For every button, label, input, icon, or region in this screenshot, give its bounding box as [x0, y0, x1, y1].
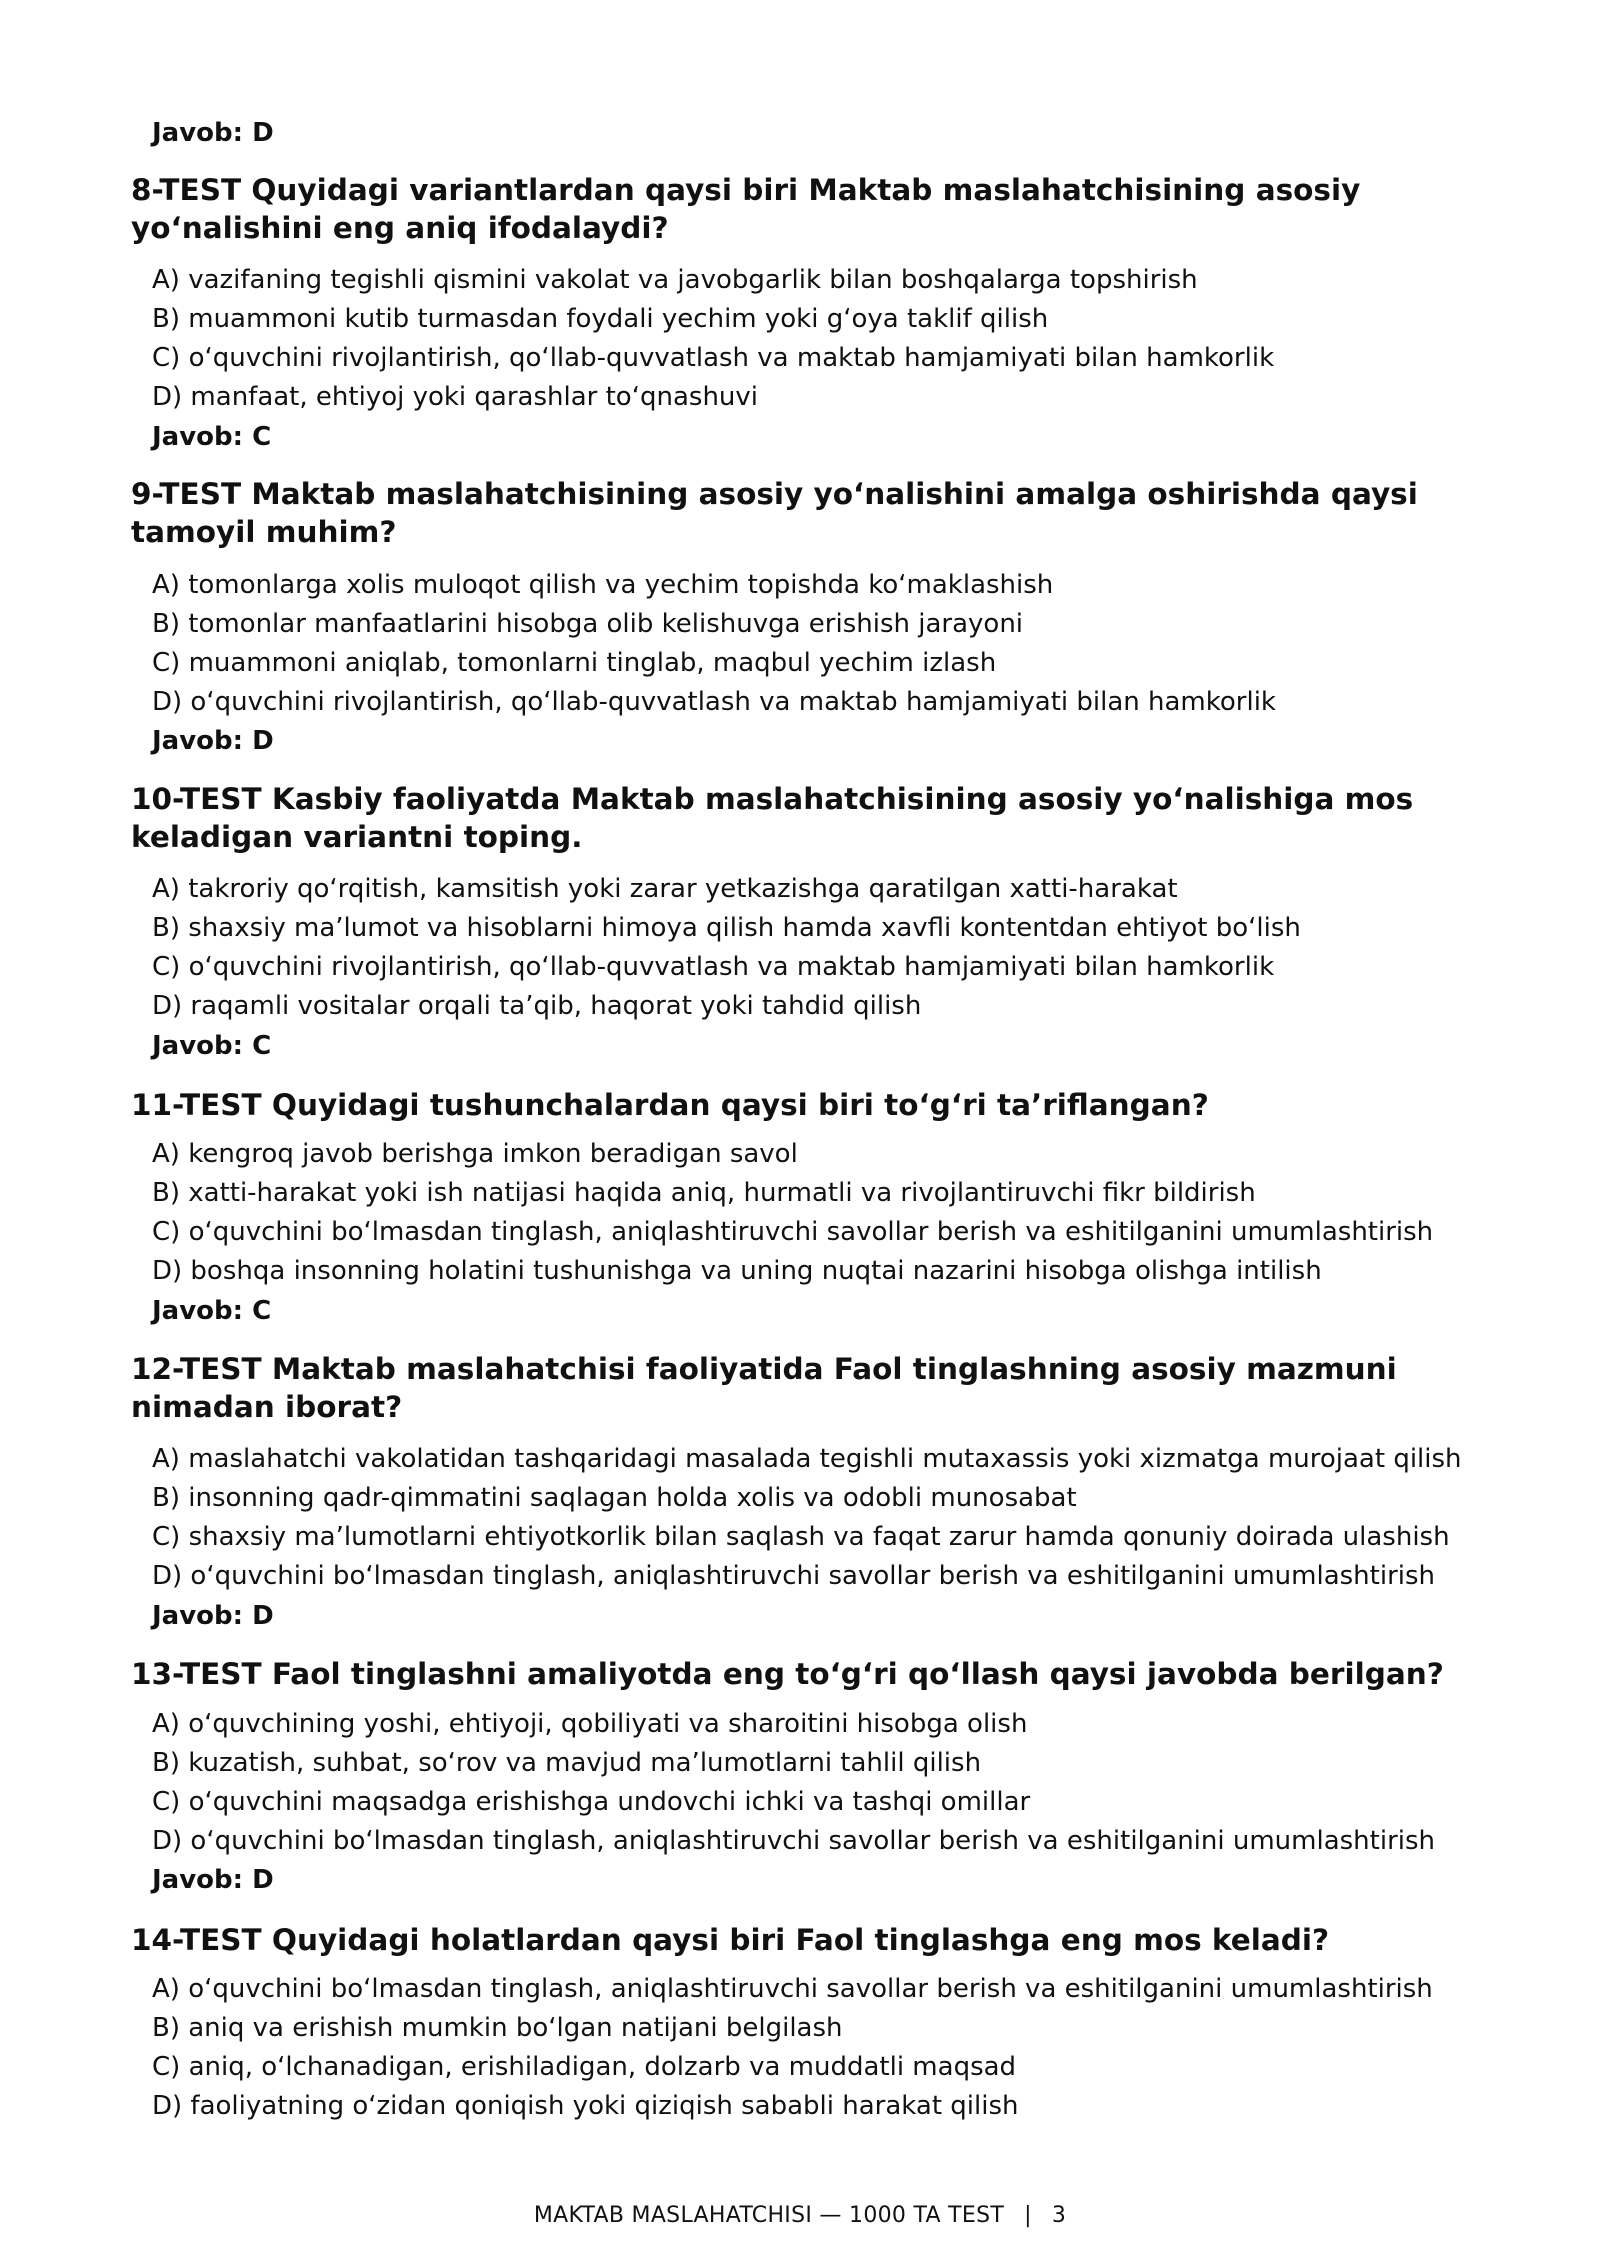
answer-label: Javob: C	[152, 422, 272, 452]
option-d: D) o‘quvchini bo‘lmasdan tinglash, aniqlashtiruvchi savollar berish va eshitilganini umumlashtirish	[152, 1826, 1436, 1856]
answer-label: Javob: D	[152, 1865, 274, 1895]
option-a: A) o‘quvchini bo‘lmasdan tinglash, aniqlashtiruvchi savollar berish va eshitilganini umumlashtirish	[152, 1974, 1433, 2004]
option-c: C) o‘quvchini rivojlantirish, qo‘llab-quvvatlash va maktab hamjamiyati bilan hamkorlik	[152, 343, 1275, 373]
option-b: B) tomonlar manfaatlarini hisobga olib kelishuvga erishish jarayoni	[152, 609, 1024, 639]
option-d: D) manfaat, ehtiyoj yoki qarashlar to‘qnashuvi	[152, 382, 759, 412]
option-b: B) insonning qadr-qimmatini saqlagan holda xolis va odobli munosabat	[152, 1483, 1077, 1513]
option-c: C) o‘quvchini bo‘lmasdan tinglash, aniqlashtiruvchi savollar berish va eshitilganini umumlashtirish	[152, 1217, 1434, 1247]
option-d: D) faoliyatning o‘zidan qoniqish yoki qiziqish sababli harakat qilish	[152, 2091, 1019, 2121]
option-b: B) aniq va erishish mumkin bo‘lgan natijani belgilash	[152, 2013, 843, 2043]
option-a: A) o‘quvchining yoshi, ehtiyoji, qobiliyati va sharoitini hisobga olish	[152, 1709, 1028, 1739]
option-c: C) shaxsiy ma’lumotlarni ehtiyotkorlik bilan saqlash va faqat zarur hamda qonuniy doirada ulashish	[152, 1522, 1450, 1552]
option-c: C) o‘quvchini rivojlantirish, qo‘llab-quvvatlash va maktab hamjamiyati bilan hamkorlik	[152, 952, 1275, 982]
page-footer	[0, 2203, 1600, 2228]
question-title: 8-TEST Quyidagi variantlardan qaysi biri Maktab maslahatchisining asosiy yo‘nalishini eng aniq ifodalaydi?	[131, 173, 1361, 245]
answer-label: Javob: D	[152, 1601, 274, 1631]
option-b: B) xatti-harakat yoki ish natijasi haqida aniq, hurmatli va rivojlantiruvchi fikr bildirish	[152, 1178, 1256, 1208]
option-c: C) o‘quvchini maqsadga erishishga undovchi ichki va tashqi omillar	[152, 1787, 1031, 1817]
question-title: 12-TEST Maktab maslahatchisi faoliyatida Faol tinglashning asosiy mazmuni nimadan iborat?	[131, 1352, 1397, 1424]
question-title: 11-TEST Quyidagi tushunchalardan qaysi biri to‘g‘ri ta’riflangan?	[131, 1088, 1209, 1122]
option-c: C) aniq, o‘lchanadigan, erishiladigan, dolzarb va muddatli maqsad	[152, 2052, 1017, 2082]
option-d: D) o‘quvchini bo‘lmasdan tinglash, aniqlashtiruvchi savollar berish va eshitilganini umumlashtirish	[152, 1561, 1436, 1591]
question-title: 9-TEST Maktab maslahatchisining asosiy yo‘nalishini amalga oshirishda qaysi tamoyil muhim?	[131, 477, 1418, 549]
answer-label: Javob: C	[152, 1296, 272, 1326]
option-d: D) raqamli vositalar orqali ta’qib, haqorat yoki tahdid qilish	[152, 991, 922, 1021]
question-title: 13-TEST Faol tinglashni amaliyotda eng to‘g‘ri qo‘llash qaysi javobda berilgan?	[131, 1657, 1444, 1691]
answer-label: Javob: C	[152, 1031, 272, 1061]
option-a: A) tomonlarga xolis muloqot qilish va yechim topishda ko‘maklashish	[152, 570, 1054, 600]
option-b: B) muammoni kutib turmasdan foydali yechim yoki g‘oya taklif qilish	[152, 304, 1049, 334]
option-a: A) maslahatchi vakolatidan tashqaridagi masalada tegishli mutaxassis yoki xizmatga murojaat qilish	[152, 1444, 1462, 1474]
option-d: D) boshqa insonning holatini tushunishga va uning nuqtai nazarini hisobga olishga intilish	[152, 1256, 1322, 1286]
answer-label: Javob: D	[152, 726, 274, 756]
option-b: B) shaxsiy ma’lumot va hisoblarni himoya qilish hamda xavfli kontentdan ehtiyot bo‘lish	[152, 913, 1301, 943]
option-d: D) o‘quvchini rivojlantirish, qo‘llab-quvvatlash va maktab hamjamiyati bilan hamkorlik	[152, 687, 1276, 717]
option-a: A) takroriy qo‘rqitish, kamsitish yoki zarar yetkazishga qaratilgan xatti-harakat	[152, 874, 1178, 904]
previous-answer: Javob: D	[152, 118, 274, 148]
page-number: 3	[1051, 2203, 1067, 2228]
question-title: 10-TEST Kasbiy faoliyatda Maktab maslahatchisining asosiy yo‘nalishiga mos keladigan variantni toping.	[131, 782, 1414, 854]
option-b: B) kuzatish, suhbat, so‘rov va mavjud ma’lumotlarni tahlil qilish	[152, 1748, 982, 1778]
footer-separator: |	[1024, 2203, 1032, 2228]
option-a: A) vazifaning tegishli qismini vakolat va javobgarlik bilan boshqalarga topshirish	[152, 265, 1198, 295]
question-title: 14-TEST Quyidagi holatlardan qaysi biri Faol tinglashga eng mos keladi?	[131, 1923, 1330, 1957]
option-a: A) kengroq javob berishga imkon beradigan savol	[152, 1139, 798, 1169]
option-c: C) muammoni aniqlab, tomonlarni tinglab, maqbul yechim izlash	[152, 648, 997, 678]
footer-title: MAKTAB MASLAHATCHISI — 1000 TA TEST	[533, 2203, 1005, 2228]
